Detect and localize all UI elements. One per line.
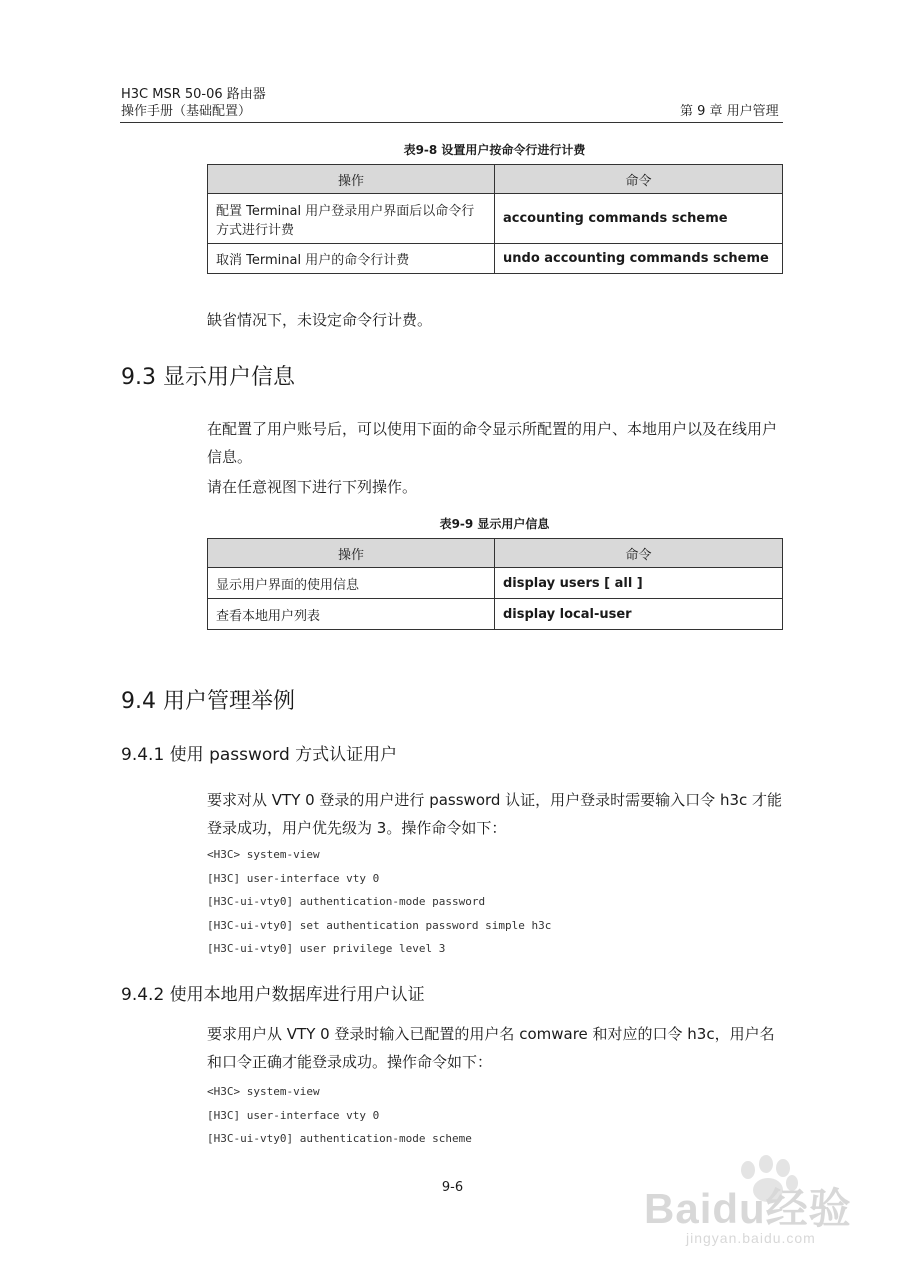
baidu-watermark (630, 1150, 890, 1250)
header-manual: 操作手册（基础配置） (121, 104, 252, 119)
table-header-row (208, 165, 783, 194)
code-block-9-4-2 (207, 1080, 472, 1151)
code-line: [H3C-ui-vty0] user privilege level 3 (207, 942, 446, 956)
table-header-row (208, 539, 783, 568)
table-cell-operation: 显示用户界面的使用信息 (208, 568, 495, 599)
code-line: [H3C] user-interface vty 0 (207, 1108, 380, 1122)
section-9-4-2-paragraph: 要求用户从 VTY 0 登录时输入已配置的用户名 comware 和对应的口令 h3c，用户名和口令正确才能登录成功。操作命令如下： (207, 1025, 775, 1071)
table-cell-command: accounting commands scheme (495, 194, 783, 244)
table-row (208, 568, 783, 599)
code-line: [H3C-ui-vty0] set authentication password simple h3c (207, 918, 552, 932)
code-line: <H3C> system-view (207, 1085, 320, 1098)
table-cell-command: undo accounting commands scheme (495, 244, 783, 274)
table-cell-operation: 配置 Terminal 用户登录用户界面后以命令行方式进行计费 (208, 194, 495, 244)
table-cell-operation: 取消 Terminal 用户的命令行计费 (208, 244, 495, 274)
code-line: [H3C-ui-vty0] authentication-mode password (207, 895, 486, 909)
table-row (208, 599, 783, 630)
column-header: 命令 (495, 165, 783, 194)
section-9-4-1-title: 9.4.1 使用 password 方式认证用户 (121, 745, 398, 765)
header-product: H3C MSR 50-06 路由器 (121, 87, 266, 102)
header-chapter: 第 9 章 用户管理 (680, 104, 779, 119)
header-divider (120, 122, 783, 123)
table-9-8-caption: 表9-8 设置用户按命令行进行计费 (403, 143, 586, 157)
column-header: 操作 (208, 165, 495, 194)
table-row (208, 244, 783, 274)
table-9-8 (207, 164, 783, 274)
section-9-4-1-paragraph: 要求对从 VTY 0 登录的用户进行 password 认证，用户登录时需要输入口令 h3c 才能登录成功，用户优先级为 3。操作命令如下： (207, 791, 783, 837)
watermark-brand: Baidu经验 (644, 1185, 852, 1232)
table-9-9 (207, 538, 783, 630)
column-header: 操作 (208, 539, 495, 568)
code-line: [H3C] user-interface vty 0 (207, 871, 380, 885)
watermark-url: jingyan.baidu.com (686, 1230, 816, 1246)
table-cell-operation: 查看本地用户列表 (208, 599, 495, 630)
section-9-3-paragraph: 在配置了用户账号后，可以使用下面的命令显示所配置的用户、本地用户以及在线用户信息。 (207, 420, 778, 466)
table-row (208, 194, 783, 244)
table-9-9-caption: 表9-9 显示用户信息 (439, 517, 550, 531)
page-number: 9-6 (441, 1180, 464, 1195)
code-block-9-4-1 (207, 843, 551, 961)
default-note: 缺省情况下，未设定命令行计费。 (207, 311, 433, 329)
section-9-4-title: 9.4 用户管理举例 (121, 689, 295, 714)
section-9-3-instruction: 请在任意视图下进行下列操作。 (207, 478, 418, 496)
column-header: 命令 (495, 539, 783, 568)
section-9-4-2-title: 9.4.2 使用本地用户数据库进行用户认证 (121, 985, 425, 1005)
table-cell-command: display local-user (495, 599, 783, 630)
code-line: <H3C> system-view (207, 848, 320, 861)
table-cell-command: display users [ all ] (495, 568, 783, 599)
code-line: [H3C-ui-vty0] authentication-mode scheme (207, 1132, 472, 1146)
section-9-3-title: 9.3 显示用户信息 (121, 365, 295, 390)
